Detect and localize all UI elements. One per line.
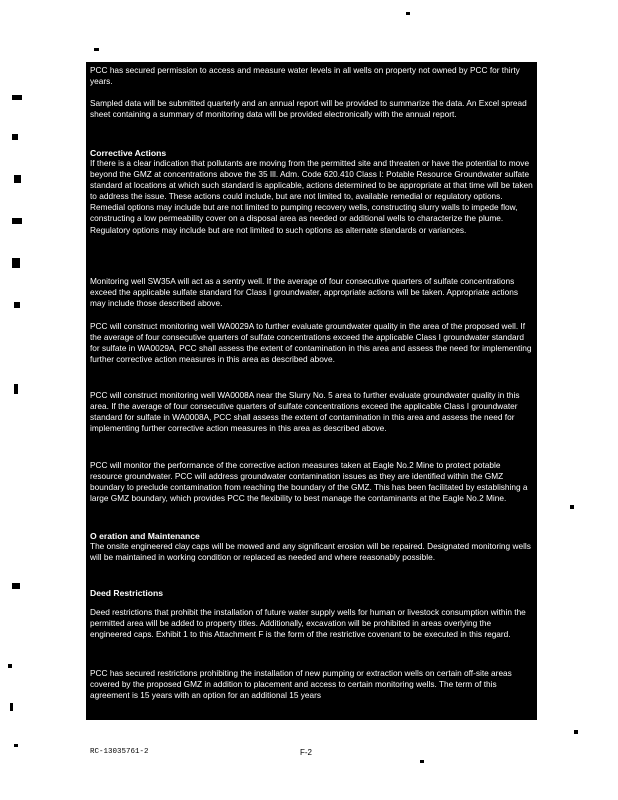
heading-operation-maintenance: O eration and Maintenance xyxy=(90,531,200,541)
scan-speck xyxy=(10,703,13,711)
paragraph-corrective-actions: If there is a clear indication that pollutants are moving from the permitted site and threaten or have the potential to move beyond the GMZ at concentrations above the 35 Ill. Adm. Code 620.410 Class I: Potable Resource Groundwater sulfate standard at locations at which such standard is applicable, actions determined to be appropriate at that time will be taken to address the issue. These actions could include, but are not limited to, available remedial or regulatory options. Remedial options may include but are not limited to pumping recovery wells, constructing slurry walls to impede flow, constructing a low permeability cover on a disposal area as needed or additional wells to characterize the plume. Regulatory options may include but are not limited to such options as alternate standards or variances. xyxy=(90,158,533,235)
scan-speck xyxy=(94,48,99,51)
scan-speck xyxy=(14,175,21,183)
scan-speck xyxy=(14,384,18,394)
paragraph-well-wa0029a: PCC will construct monitoring well WA0029A to further evaluate groundwater quality in the area of the proposed well. If the average of four consecutive quarters of sulfate concentrations exceed the applicable Class I groundwater standard for sulfate in WA0029A, PCC shall assess the extent of contamination in this area and assess the need for implementing further corrective action measures in this area as described above. xyxy=(90,321,532,365)
scan-speck xyxy=(574,730,578,734)
scan-speck xyxy=(12,218,22,224)
paragraph-well-wa0008a: PCC will construct monitoring well WA0008A near the Slurry No. 5 area to further evaluate groundwater quality in this area. If the average of four consecutive quarters of sulfate concentrations exceed the applicable Class I groundwater standard for sulfate in WA0008A, PCC shall assess the extent of contamination in this area and assess the need for implementing further corrective action measures in this area as described above. xyxy=(90,390,520,434)
scan-speck xyxy=(8,664,12,668)
page-number: F-2 xyxy=(300,748,312,757)
scan-speck xyxy=(12,583,20,589)
paragraph-sampled-data: Sampled data will be submitted quarterly and an annual report will be provided to summarize the data. An Excel spread sheet containing a summary of monitoring data will be provided electronically with the annual report. xyxy=(90,98,527,120)
scan-speck xyxy=(12,95,22,100)
scan-speck xyxy=(14,744,18,747)
document-id: RC-13035761-2 xyxy=(90,748,149,756)
scan-speck xyxy=(570,505,574,509)
paragraph-monitor-performance: PCC will monitor the performance of the corrective action measures taken at Eagle No.2 Mine to protect potable resource groundwater. PCC will address groundwater contamination issues as they are identified within the GMZ boundary to preclude contamination from reaching the boundary of the GMZ. This has been facilitated by establishing a large GMZ boundary, which provides PCC the flexibility to best manage the contaminants at the Eagle No.2 Mine. xyxy=(90,460,528,504)
paragraph-permission: PCC has secured permission to access and measure water levels in all wells on property not owned by PCC for thirty years. xyxy=(90,65,520,87)
scan-speck xyxy=(12,134,18,140)
paragraph-offsite-restrictions: PCC has secured restrictions prohibiting the installation of new pumping or extraction wells on certain off-site areas covered by the proposed GMZ in addition to placement and access to certain monitoring wells. The term of this agreement is 15 years with an option for an additional 15 years xyxy=(90,668,512,701)
scan-speck xyxy=(406,12,410,15)
heading-deed-restrictions: Deed Restrictions xyxy=(90,588,164,598)
paragraph-operation-maintenance: The onsite engineered clay caps will be mowed and any significant erosion will be repaired. Designated monitoring wells will be maintained in working condition or replaced as needed and where reasonably possible. xyxy=(90,541,531,563)
paragraph-sentry-well: Monitoring well SW35A will act as a sentry well. If the average of four consecutive quarters of sulfate concentrations exceed the applicable sulfate standard for Class I groundwater, appropriate actions will be taken. Appropriate actions may include those described above. xyxy=(90,276,519,309)
paragraph-deed-restrictions: Deed restrictions that prohibit the installation of future water supply wells for human or livestock consumption within the permitted area will be added to property titles. Additionally, excavation will be prohibited in areas overlying the engineered caps. Exhibit 1 to this Attachment F is the form of the restrictive covenant to be executed in this regard. xyxy=(90,607,526,640)
scan-speck xyxy=(420,760,424,763)
scan-speck xyxy=(12,258,20,268)
scan-speck xyxy=(14,302,20,308)
heading-corrective-actions: Corrective Actions xyxy=(90,148,167,158)
